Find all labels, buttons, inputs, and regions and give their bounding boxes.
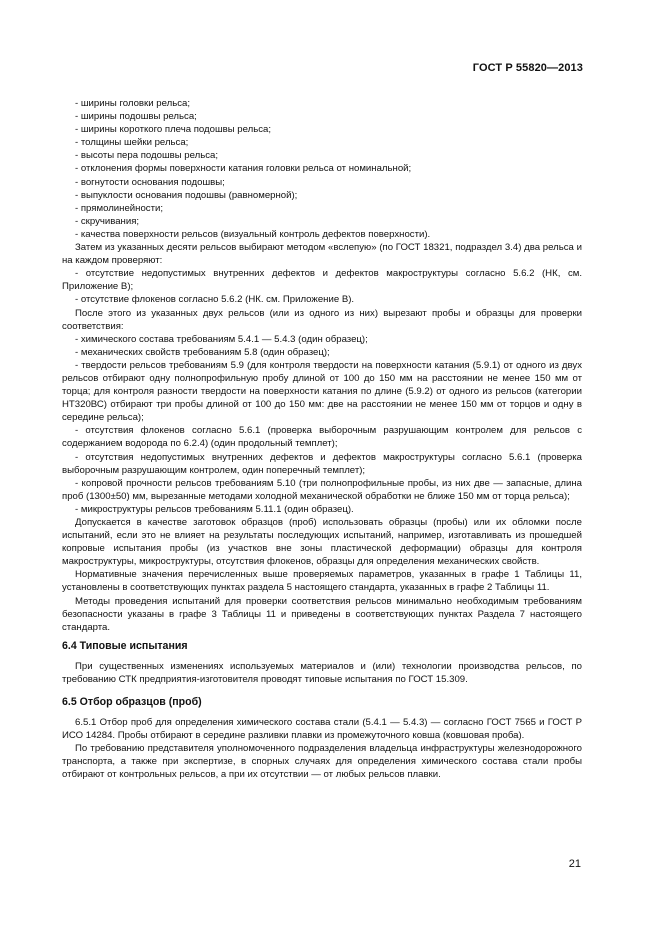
document-body bbox=[62, 97, 582, 782]
list-item: - копровой прочности рельсов требованиям 5.10 (три полнопрофильные пробы, из них две — запасные, длина проб (1300±50) мм, вырезанные методами холодной механической обработки не ближе 150 мм от торца рельса); bbox=[62, 477, 582, 502]
page-number: 21 bbox=[568, 858, 581, 870]
list-item: - качества поверхности рельсов (визуальный контроль дефектов поверхности). bbox=[75, 228, 431, 240]
document-header: ГОСТ Р 55820—2013 bbox=[472, 62, 583, 74]
list-item: - ширины короткого плеча подошвы рельса; bbox=[75, 124, 272, 136]
list-item: - механических свойств требованиям 5.8 (один образец); bbox=[75, 346, 330, 358]
list-item: - отсутствия флокенов согласно 5.6.1 (проверка выборочным разрушающим контролем для рельсов с содержанием водорода по 6.2.4) (один продольный темплет); bbox=[62, 425, 582, 450]
list-item: - вогнутости основания подошвы; bbox=[75, 176, 225, 188]
list-item: - отсутствия недопустимых внутренних дефектов и дефектов макроструктуры согласно 5.6.1 (проверка выборочным разрушающим контролем, один поперечный темплет); bbox=[62, 451, 582, 476]
paragraph: По требованию представителя уполномоченного подразделения владельца инфраструктуры железнодорожного транспорта, а также при экспертизе, в спорных случаях для определения химического состава стали пробы отбирают от контрольных рельсов, а при их отсутствии — от любых рельсов плавки. bbox=[62, 743, 582, 781]
paragraph: Методы проведения испытаний для проверки соответствия рельсов минимально необходимым требованиям безопасности указаны в графе 3 Таблицы 11 и приведены в соответствующих пунктах Раздела 7 настоящего стандарта. bbox=[62, 595, 582, 633]
list-item: - отсутствие флокенов согласно 5.6.2 (НК. см. Приложение В). bbox=[75, 294, 355, 306]
list-item: - твердости рельсов требованиям 5.9 (для контроля твердости на поверхности катания (5.9.1) от одного из двух рельсов отбирают одну полнопрофильную пробу длиной от 100 до 150 мм на расстоянии не менее 150 мм от торца; для контроля разности твердости на поверхности катания по длине (5.9.2) от одного из рельсов (категории НТ320ВС) отбирают три пробы длиной от 100 до 150 мм: две на расстоянии не менее 150 мм от торцов и одну в середине рельса); bbox=[62, 359, 582, 424]
paragraph: Затем из указанных десяти рельсов выбирают методом «вслепую» (по ГОСТ 18321, подраздел 3.4) два рельса и на каждом проверяют: bbox=[62, 242, 582, 267]
section-heading-6-4: 6.4 Типовые испытания bbox=[62, 639, 188, 652]
list-item: - толщины шейки рельса; bbox=[75, 137, 189, 149]
paragraph: При существенных изменениях используемых материалов и (или) технологии производства рельсов, по требованию СТК предприятия-изготовителя проводят типовые испытания по ГОСТ 15.309. bbox=[62, 660, 582, 685]
paragraph: После этого из указанных двух рельсов (или из одного из них) вырезают пробы и образцы для проверки соответствия: bbox=[62, 307, 582, 332]
list-item: - выпуклости основания подошвы (равномерной); bbox=[75, 189, 298, 201]
section-heading-6-5: 6.5 Отбор образцов (проб) bbox=[62, 696, 202, 709]
list-item: - отсутствие недопустимых внутренних дефектов и дефектов макроструктуры согласно 5.6.2 (НК, см. Приложение В); bbox=[62, 268, 582, 293]
list-item: - ширины подошвы рельса; bbox=[75, 111, 197, 123]
list-item: - прямолинейности; bbox=[75, 202, 163, 214]
list-item: - отклонения формы поверхности катания головки рельса от номинальной; bbox=[75, 163, 412, 175]
list-item: - химического состава требованиям 5.4.1 — 5.4.3 (один образец); bbox=[75, 333, 368, 345]
paragraph: Нормативные значения перечисленных выше проверяемых параметров, указанных в графе 1 Таблицы 11, установлены в соответствующих пунктах раздела 5 настоящего стандарта, указанных в графе 2 Таблицы 11. bbox=[62, 569, 582, 594]
list-item: - высоты пера подошвы рельса; bbox=[75, 150, 219, 162]
paragraph: Допускается в качестве заготовок образцов (проб) использовать образцы (пробы) или их обломки после испытаний, если это не влияет на результаты последующих испытаний, например, изготавливать из прошедшей копровые испытания пробы (из участков вне зоны пластической деформации) образцы для контроля макроструктуры, микроструктуры, отсутствия флокенов, образцы для определения механических свойств. bbox=[62, 517, 582, 568]
paragraph: 6.5.1 Отбор проб для определения химического состава стали (5.4.1 — 5.4.3) — согласно ГОСТ 7565 и ГОСТ Р ИСО 14284. Пробы отбирают в середине разливки плавки из промежуточного ковша (ковшовая проба). bbox=[62, 717, 582, 742]
list-item: - скручивания; bbox=[75, 215, 140, 227]
list-item: - ширины головки рельса; bbox=[75, 98, 190, 109]
list-item: - микроструктуры рельсов требованиям 5.11.1 (один образец). bbox=[75, 503, 354, 515]
